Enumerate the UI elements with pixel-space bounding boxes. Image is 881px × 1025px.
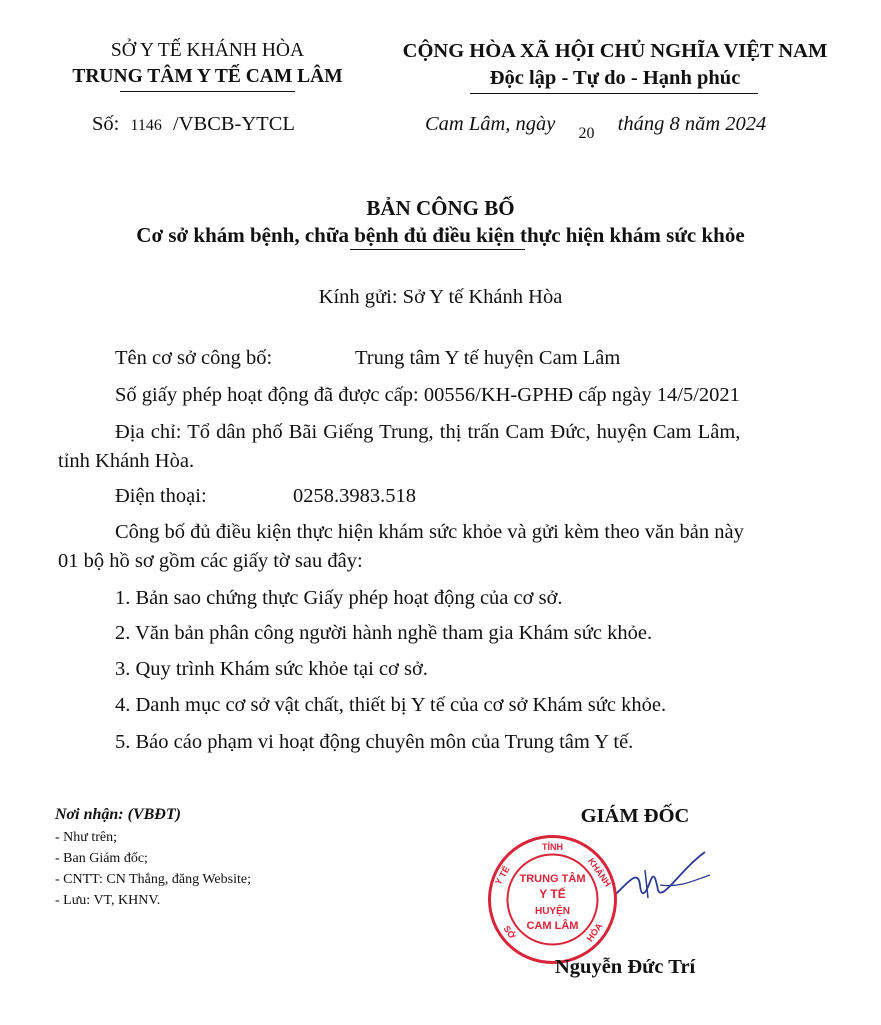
document-number: 1146 bbox=[130, 117, 162, 134]
parent-organization: SỞ Y TẾ KHÁNH HÒA bbox=[110, 40, 305, 61]
address-line-1: Địa chỉ: Tổ dân phố Bãi Giếng Trung, thị trấn Cam Đức, huyện Cam Lâm, bbox=[115, 421, 741, 443]
recipient-item: - CNTT: CN Thắng, đăng Website; bbox=[55, 872, 251, 887]
document-title: BẢN CÔNG BỐ bbox=[366, 196, 515, 220]
stamp-center-line: CAM LÂM bbox=[526, 920, 579, 932]
recipient-item: - Lưu: VT, KHNV. bbox=[55, 893, 161, 908]
stamp-ring-top: TỈNH bbox=[542, 842, 563, 852]
address-line-2: tỉnh Khánh Hòa. bbox=[58, 450, 195, 472]
document-item: 1. Bản sao chứng thực Giấy phép hoạt động của cơ sở. bbox=[115, 587, 563, 609]
national-motto: Độc lập - Tự do - Hạnh phúc bbox=[489, 67, 741, 89]
issuing-organization: TRUNG TÂM Y TẾ CAM LÂM bbox=[72, 66, 343, 87]
document-item: 2. Văn bản phân công người hành nghề tham gia Khám sức khỏe. bbox=[115, 622, 653, 644]
document-number-prefix: Số: bbox=[92, 113, 120, 135]
stamp-ring-right-bottom: HÒA bbox=[584, 921, 605, 944]
phone-label: Điện thoại: bbox=[115, 485, 207, 507]
country-name: CỘNG HÒA XÃ HỘI CHỦ NGHĨA VIỆT NAM bbox=[402, 40, 828, 62]
document-item: 5. Báo cáo phạm vi hoạt động chuyên môn của Trung tâm Y tế. bbox=[115, 731, 634, 753]
document-item: 4. Danh mục cơ sở vật chất, thiết bị Y tế của cơ sở Khám sức khỏe. bbox=[115, 694, 667, 716]
phone-value: 0258.3983.518 bbox=[293, 485, 416, 507]
stamp-ring-right: KHÁNH bbox=[586, 856, 613, 889]
date-suffix: tháng 8 năm 2024 bbox=[617, 113, 767, 135]
recipient-line: Kính gửi: Sở Y tế Khánh Hòa bbox=[318, 286, 563, 308]
recipient-item: - Như trên; bbox=[55, 830, 118, 845]
stamp-ring-left-top: Y TẾ bbox=[493, 864, 512, 887]
recipients-heading: Nơi nhận: (VBĐT) bbox=[55, 806, 181, 823]
stamp-center-line: HUYỆN bbox=[534, 906, 571, 917]
recipient-item: - Ban Giám đốc; bbox=[55, 851, 148, 866]
date-day: 20 bbox=[578, 125, 595, 142]
facility-name-label: Tên cơ sở công bố: bbox=[115, 347, 273, 369]
facility-name-value: Trung tâm Y tế huyện Cam Lâm bbox=[355, 347, 621, 369]
official-stamp bbox=[485, 832, 620, 967]
document-item: 3. Quy trình Khám sức khỏe tại cơ sở. bbox=[115, 658, 428, 680]
signer-position: GIÁM ĐỐC bbox=[580, 805, 690, 827]
stamp-ring-left-bottom: SỞ bbox=[501, 923, 518, 941]
signer-name: Nguyễn Đức Trí bbox=[555, 956, 696, 978]
date-prefix: Cam Lâm, ngày bbox=[425, 113, 556, 135]
document-subtitle: Cơ sở khám bệnh, chữa bệnh đủ điều kiện thực hiện khám sức khỏe bbox=[136, 223, 745, 247]
declaration-line-1: Công bố đủ điều kiện thực hiện khám sức khỏe và gửi kèm theo văn bản này bbox=[115, 521, 744, 543]
title-underline bbox=[350, 249, 525, 250]
stamp-center-line: TRUNG TÂM bbox=[519, 873, 586, 885]
motto-underline bbox=[470, 93, 758, 94]
issue-date bbox=[425, 113, 767, 142]
stamp-center-line: Y TẾ bbox=[539, 887, 566, 901]
document-number-line bbox=[92, 113, 295, 136]
handwritten-signature bbox=[610, 840, 720, 920]
declaration-line-2: 01 bộ hồ sơ gồm các giấy tờ sau đây: bbox=[58, 550, 363, 572]
license-line: Số giấy phép hoạt động đã được cấp: 00556/KH-GPHĐ cấp ngày 14/5/2021 bbox=[115, 384, 740, 406]
org-underline bbox=[120, 91, 295, 92]
document-number-suffix: /VBCB-YTCL bbox=[173, 113, 295, 135]
